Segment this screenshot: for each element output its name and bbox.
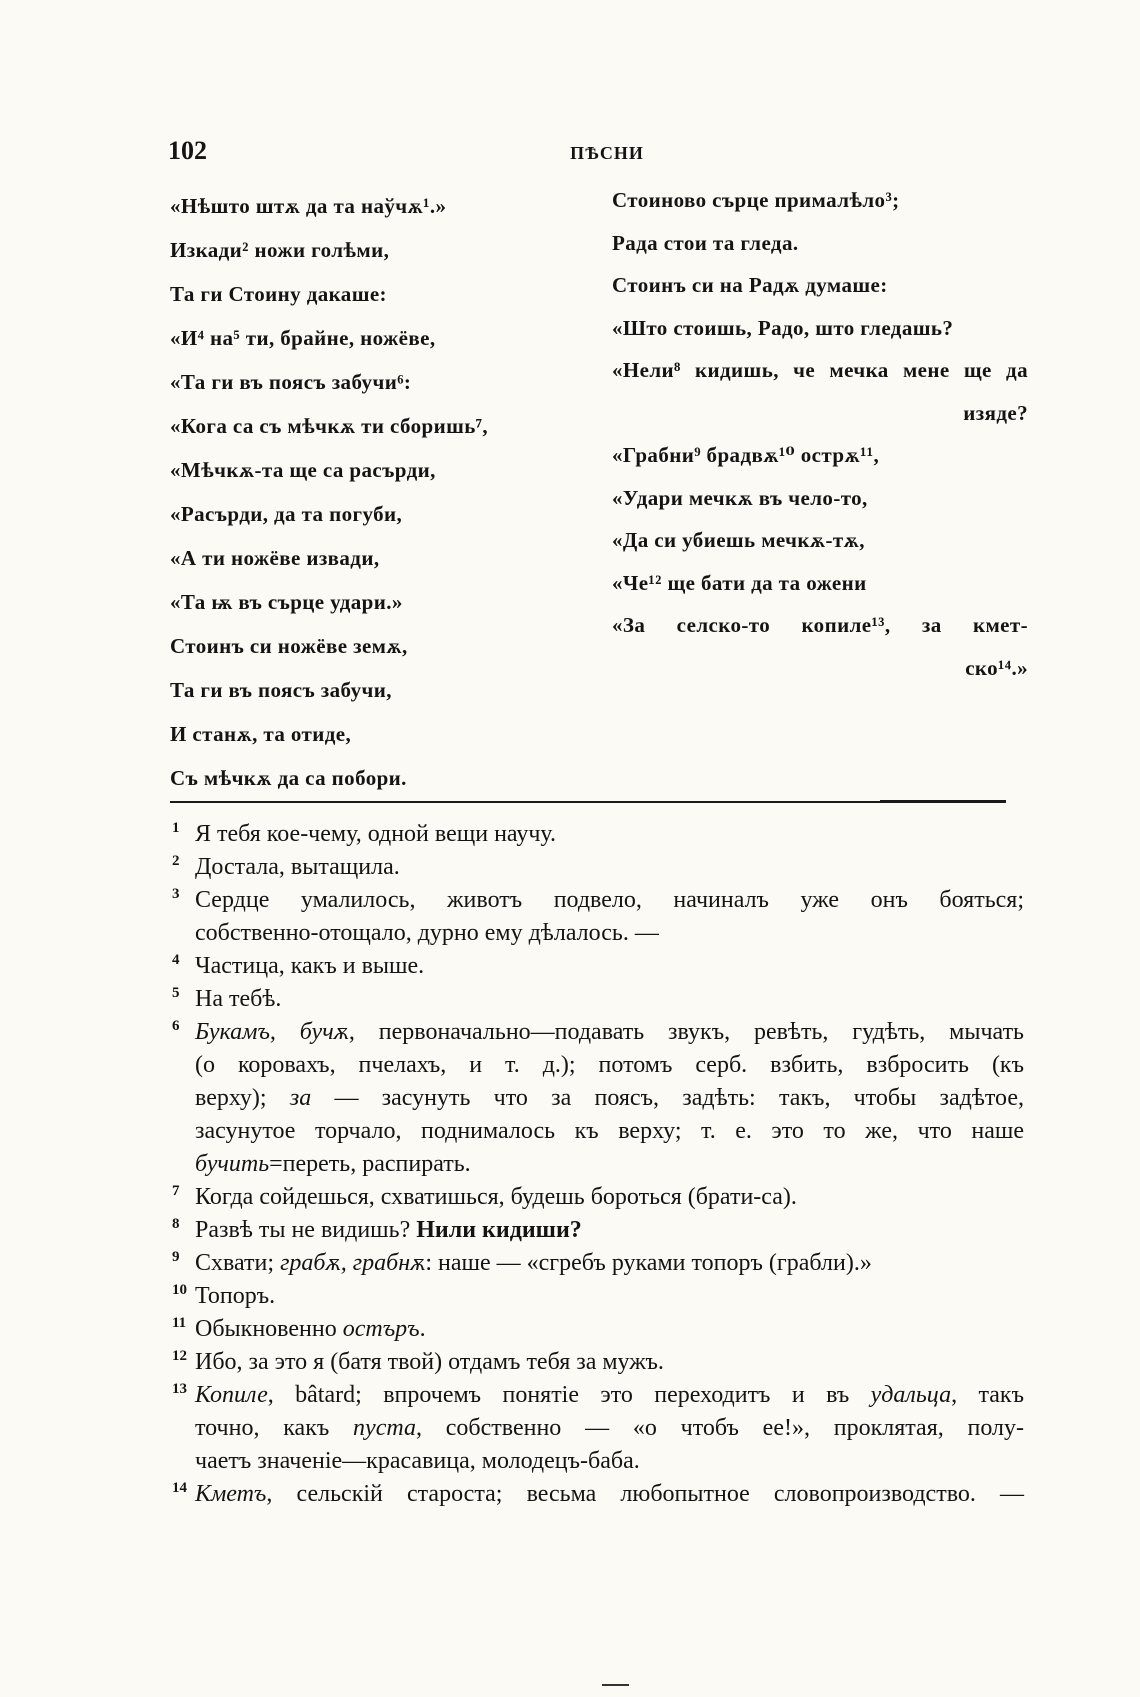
verse-line: Стоиново сърце прималѣло³; bbox=[612, 188, 900, 212]
verse-line: «Че¹² ще бати да та ожени bbox=[612, 570, 867, 595]
verse-line: «И⁴ на⁵ ти, брайне, ножёве, bbox=[170, 326, 436, 350]
verse-column-left bbox=[170, 184, 580, 800]
verse-line: Съ мѣчкѫ да са побори. bbox=[170, 766, 407, 790]
footnote-italic-text: остъръ bbox=[342, 1316, 420, 1342]
footnote-number: 4 bbox=[172, 952, 180, 968]
verse-line: Стоинъ си на Радѫ думаше: bbox=[612, 273, 888, 297]
verse-line: «Удари мечкѫ въ чело-то, bbox=[612, 485, 868, 510]
verse-line: «Та ѭ въ сърце удари.» bbox=[170, 590, 403, 614]
footnote-line bbox=[195, 1082, 1024, 1115]
footnote-line bbox=[195, 950, 1024, 983]
footnote-line bbox=[195, 1379, 1024, 1412]
footnote-text: точно, какъ bbox=[195, 1415, 354, 1441]
footnote-10 bbox=[170, 1280, 1024, 1313]
verse-line: «А ти ножёве извади, bbox=[170, 546, 380, 570]
verse-line: «Нели⁸ кидишь, че мечка мене ще да bbox=[612, 358, 1028, 382]
verse-line: «Нѣшто штѫ да та наўчѫ¹.» bbox=[170, 194, 447, 218]
footnote-line bbox=[195, 1148, 1024, 1181]
footnote-13 bbox=[170, 1379, 1024, 1478]
footnote-italic-text: пуста bbox=[353, 1415, 416, 1441]
footnote-text: засунутое торчало, поднималось къ верху; т. е. это то же, что наше bbox=[195, 1118, 1024, 1144]
footnote-number: 10 bbox=[172, 1282, 187, 1298]
footnote-number: 3 bbox=[172, 886, 180, 902]
verse-line: Стоинъ си ножёве земѫ, bbox=[170, 634, 408, 658]
footnote-line bbox=[195, 1016, 1024, 1049]
footnote-number: 12 bbox=[172, 1348, 187, 1364]
footnote-text: Когда сойдешься, схватишься, будешь бороться (брати-са). bbox=[195, 1184, 797, 1210]
footnote-text: Схвати; bbox=[195, 1250, 281, 1276]
footnote-line bbox=[195, 851, 1024, 884]
footnote-text: =переть, распирать. bbox=[269, 1151, 471, 1177]
footnote-separator-rule-thick bbox=[880, 800, 1006, 803]
footnote-text: . bbox=[419, 1316, 426, 1342]
verse-line: «Да си убиешь мечкѫ-тѫ, bbox=[612, 528, 865, 552]
footnote-italic-text: бучить bbox=[195, 1151, 270, 1177]
verse-line: Рада стои та гледа. bbox=[612, 230, 799, 255]
footnote-line bbox=[195, 1478, 1024, 1511]
footnote-2 bbox=[170, 851, 1024, 884]
footnote-number: 8 bbox=[172, 1216, 180, 1232]
footnote-text: собственно-отощало, дурно ему дѣлалось. — bbox=[195, 920, 659, 946]
verse-line-continuation: изяде? bbox=[963, 400, 1028, 425]
footnote-number: 11 bbox=[172, 1315, 187, 1331]
footnote-8 bbox=[170, 1214, 1024, 1247]
footnote-text: чаетъ значеніе—красавица, молодецъ-баба. bbox=[195, 1448, 640, 1474]
footnote-5 bbox=[170, 983, 1024, 1016]
footnote-number: 6 bbox=[172, 1018, 180, 1034]
running-title: ПѢСНИ bbox=[570, 143, 644, 163]
verse-line: И станѫ, та отиде, bbox=[170, 722, 352, 746]
verse-line: Изкади² ножи голѣми, bbox=[170, 238, 390, 262]
footnote-14 bbox=[170, 1478, 1024, 1511]
footnote-line bbox=[195, 1049, 1024, 1082]
footnote-text: , такъ bbox=[951, 1382, 1024, 1408]
footnote-italic-text: грабѫ, грабнѫ bbox=[280, 1250, 426, 1276]
footnote-line bbox=[195, 1115, 1024, 1148]
footnote-text: Развѣ ты не видишь? bbox=[195, 1217, 417, 1243]
verse-line-continuation: ско¹⁴.» bbox=[965, 655, 1028, 680]
footnote-text: Частица, какъ и выше. bbox=[195, 953, 425, 979]
footnote-text: , bâtard; впрочемъ понятіе это переходитъ и въ bbox=[267, 1382, 871, 1408]
footnote-italic-text: удальца bbox=[870, 1382, 952, 1408]
footnote-slavonic-text: Нили кидиши? bbox=[416, 1217, 582, 1243]
footnote-text: , сельскій староста; весьма любопытное словопроизводство. — bbox=[266, 1481, 1024, 1507]
footnote-number: 7 bbox=[172, 1183, 180, 1199]
verse-line: «За селско-то копиле¹³, за кмет- bbox=[612, 613, 1028, 637]
footnote-italic-text: Кметъ bbox=[195, 1481, 267, 1507]
footnote-text: Я тебя кое-чему, одной вещи научу. bbox=[195, 821, 557, 847]
footnote-4 bbox=[170, 950, 1024, 983]
footnote-line bbox=[195, 983, 1024, 1016]
verse-line: Та ги Стоину дакаше: bbox=[170, 282, 387, 306]
footnote-line bbox=[195, 1247, 1024, 1280]
footnote-number: 2 bbox=[172, 853, 180, 869]
footnote-number: 5 bbox=[172, 985, 180, 1001]
footnote-italic-text: за bbox=[289, 1085, 312, 1111]
footnote-text: На тебѣ. bbox=[195, 986, 282, 1012]
footnote-line bbox=[195, 818, 1024, 851]
verse-line: «Та ги въ поясъ забучи⁶: bbox=[170, 370, 412, 394]
footnote-text: , первоначально—подавать звукъ, ревѣть, гудѣть, мычать bbox=[348, 1019, 1025, 1045]
footnote-number: 1 bbox=[172, 820, 180, 836]
verse-line: «Мѣчкѫ-та ще са расърди, bbox=[170, 458, 436, 482]
footnotes bbox=[170, 818, 1024, 1511]
footnote-italic-text: Букамъ, бучѫ bbox=[195, 1019, 349, 1045]
footnote-3 bbox=[170, 884, 1024, 950]
verse-line: Та ги въ поясъ забучи, bbox=[170, 678, 392, 702]
footnote-number: 9 bbox=[172, 1249, 180, 1265]
footnote-line bbox=[195, 1313, 1024, 1346]
footnote-number: 14 bbox=[172, 1480, 187, 1496]
page-mark bbox=[602, 1684, 629, 1686]
footnote-italic-text: Копиле bbox=[195, 1382, 268, 1408]
footnote-text: Топоръ. bbox=[195, 1283, 276, 1309]
footnote-text: Сердце умалилось, животъ подвело, начиналъ уже онъ бояться; bbox=[195, 887, 1024, 913]
footnote-text: : наше — «сгребъ руками топоръ (грабли).» bbox=[425, 1250, 872, 1276]
footnote-9 bbox=[170, 1247, 1024, 1280]
footnote-text: , собственно — «о чтобъ ее!», проклятая, полу- bbox=[415, 1415, 1025, 1441]
footnote-text: Достала, вытащила. bbox=[195, 854, 400, 880]
footnote-7 bbox=[170, 1181, 1024, 1214]
verse-line: «Грабни⁹ брадвѫ¹⁰ острѫ¹¹, bbox=[612, 443, 880, 467]
footnote-text: Обыкновенно bbox=[195, 1316, 343, 1342]
footnote-line bbox=[195, 1412, 1024, 1445]
verse-line: «Кога са съ мѣчкѫ ти сборишь⁷, bbox=[170, 414, 489, 438]
footnote-line bbox=[195, 1445, 1024, 1478]
footnote-line bbox=[195, 884, 1024, 917]
verse-line: «Расърди, да та погуби, bbox=[170, 502, 403, 526]
footnote-text: Ибо, за это я (батя твой) отдамъ тебя за мужъ. bbox=[195, 1349, 664, 1375]
footnote-line bbox=[195, 1214, 1024, 1247]
footnote-number: 13 bbox=[172, 1381, 187, 1397]
footnote-line bbox=[195, 1181, 1024, 1214]
footnote-6 bbox=[170, 1016, 1024, 1181]
footnote-line bbox=[195, 1346, 1024, 1379]
footnote-text: верху); bbox=[195, 1085, 290, 1111]
footnote-line bbox=[195, 1280, 1024, 1313]
verse-column-right bbox=[612, 179, 1028, 689]
verse-line: «Што стоишь, Радо, што гледашь? bbox=[612, 315, 954, 340]
footnote-text: — засунуть что за поясъ, задѣть: такъ, чтобы задѣтое, bbox=[311, 1085, 1024, 1111]
footnote-1 bbox=[170, 818, 1024, 851]
footnote-line bbox=[195, 917, 1024, 950]
footnote-12 bbox=[170, 1346, 1024, 1379]
page-number: 102 bbox=[168, 136, 207, 165]
footnote-text: (о коровахъ, пчелахъ, и т. д.); потомъ серб. взбить, взбросить (къ bbox=[195, 1052, 1024, 1078]
footnote-11 bbox=[170, 1313, 1024, 1346]
